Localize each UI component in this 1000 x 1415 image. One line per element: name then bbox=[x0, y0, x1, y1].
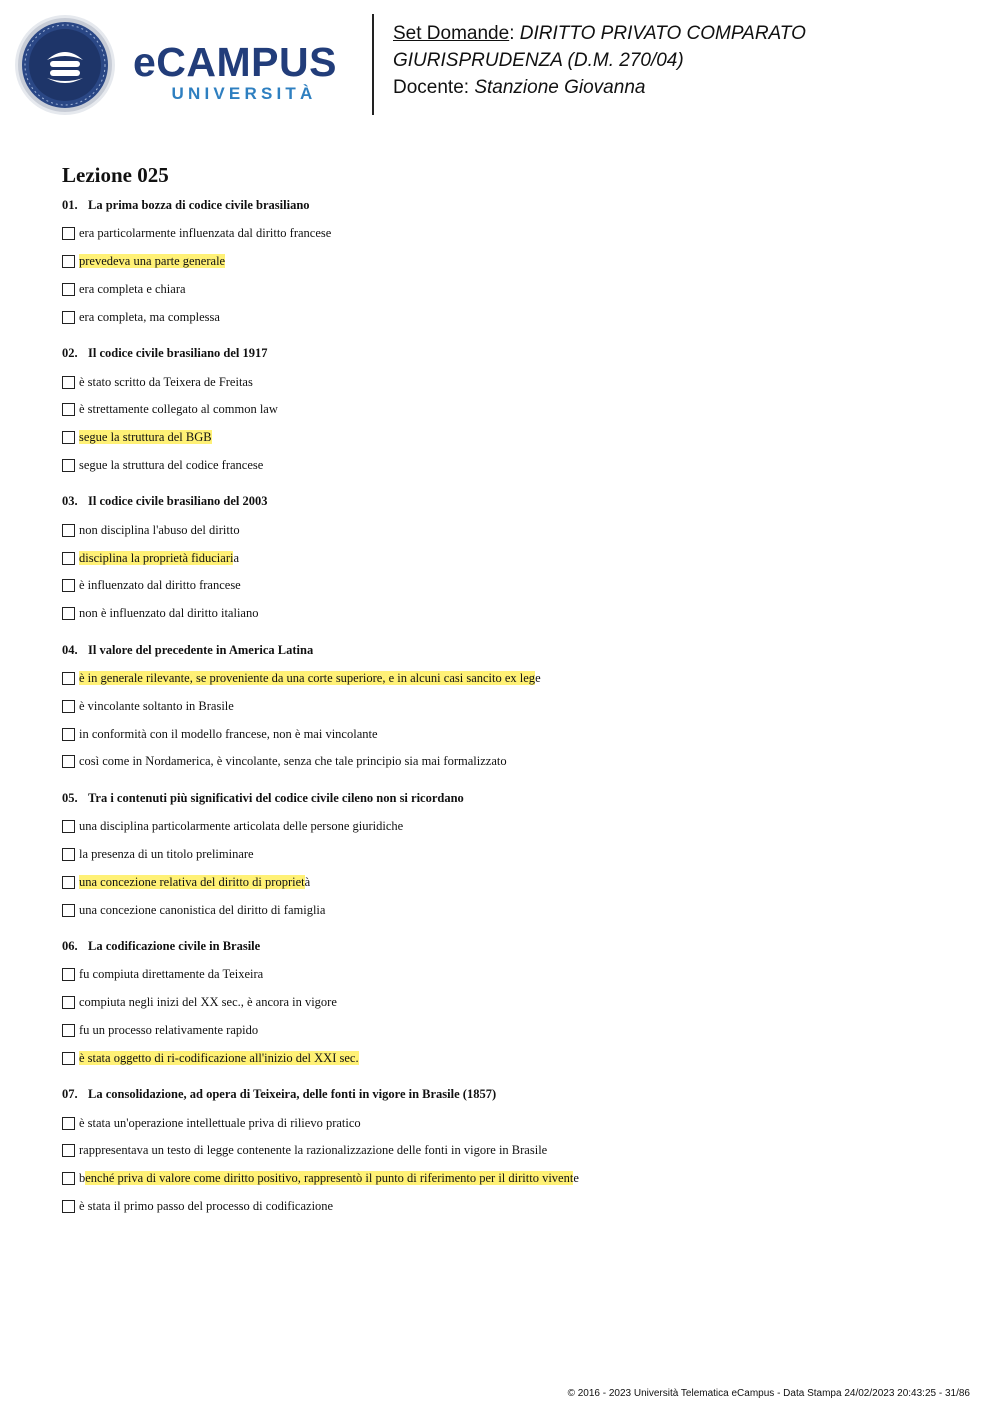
answer-text bbox=[79, 1171, 579, 1186]
answer-text-part: b bbox=[79, 1171, 86, 1186]
answer-text bbox=[79, 875, 310, 890]
answer-text-highlighted: una concezione relativa del diritto di propriet bbox=[79, 874, 305, 889]
answer-text-part: rappresentava un testo di legge contenente la razionalizzazione delle fonti in vigore in Brasile bbox=[79, 1143, 548, 1158]
answer-option[interactable] bbox=[62, 1193, 962, 1221]
page-footer: © 2016 - 2023 Università Telematica eCampus - Data Stampa 24/02/2023 20:43:25 - 31/86 bbox=[567, 1388, 970, 1399]
answer-option[interactable] bbox=[62, 248, 962, 276]
question-number: 07. bbox=[62, 1087, 78, 1102]
page-header bbox=[0, 0, 1000, 130]
answer-text-part: è stata il primo passo del processo di codificazione bbox=[79, 1198, 334, 1213]
answer-checkbox[interactable] bbox=[62, 376, 75, 389]
answer-text bbox=[79, 578, 241, 593]
question bbox=[62, 492, 962, 627]
answer-text-part: era completa, ma complessa bbox=[79, 309, 220, 324]
answer-text-highlighted: prevedeva una parte generale bbox=[79, 254, 226, 269]
answer-text-part: fu compiuta direttamente da Teixeira bbox=[79, 967, 264, 982]
question bbox=[62, 196, 962, 331]
answer-text bbox=[79, 282, 186, 297]
answer-text bbox=[79, 1143, 547, 1158]
answer-option[interactable] bbox=[62, 868, 962, 896]
question-title bbox=[62, 641, 962, 659]
question bbox=[62, 1085, 962, 1220]
answer-checkbox[interactable] bbox=[62, 1052, 75, 1065]
answer-checkbox[interactable] bbox=[62, 1172, 75, 1185]
answer-text-part: segue la struttura del codice francese bbox=[79, 457, 264, 472]
answer-checkbox[interactable] bbox=[62, 755, 75, 768]
logo-brand-text: eCAMPUS bbox=[133, 39, 337, 85]
answer-option[interactable] bbox=[62, 544, 962, 572]
answer-option[interactable] bbox=[62, 813, 962, 841]
question bbox=[62, 937, 962, 1072]
question-number: 04. bbox=[62, 642, 78, 657]
answer-text bbox=[79, 523, 240, 538]
answer-option[interactable] bbox=[62, 424, 962, 452]
answer-text bbox=[79, 754, 507, 769]
answer-checkbox[interactable] bbox=[62, 968, 75, 981]
answer-text-highlighted: enché priva di valore come diritto positivo, rappresentò il punto di riferimento per il diritto vivent bbox=[85, 1171, 574, 1186]
answer-option[interactable] bbox=[62, 692, 962, 720]
answer-text-part: e bbox=[573, 1171, 579, 1186]
answer-checkbox[interactable] bbox=[62, 876, 75, 889]
answer-checkbox[interactable] bbox=[62, 311, 75, 324]
answer-option[interactable] bbox=[62, 1165, 962, 1193]
answer-checkbox[interactable] bbox=[62, 283, 75, 296]
answer-option[interactable] bbox=[62, 276, 962, 304]
answer-text-part: è stato scritto da Teixera de Freitas bbox=[79, 374, 253, 389]
answer-checkbox[interactable] bbox=[62, 1200, 75, 1213]
answer-text bbox=[79, 226, 331, 241]
answer-text bbox=[79, 995, 337, 1010]
answer-text bbox=[79, 375, 253, 390]
answer-checkbox[interactable] bbox=[62, 579, 75, 592]
question-number: 06. bbox=[62, 938, 78, 953]
answer-checkbox[interactable] bbox=[62, 672, 75, 685]
answer-checkbox[interactable] bbox=[62, 227, 75, 240]
answer-checkbox[interactable] bbox=[62, 255, 75, 268]
answer-checkbox[interactable] bbox=[62, 524, 75, 537]
answer-text bbox=[79, 310, 220, 325]
answer-option[interactable] bbox=[62, 748, 962, 776]
degree-name: GIURISPRUDENZA (D.M. 270/04) bbox=[393, 50, 684, 71]
set-label: Set Domande bbox=[393, 23, 510, 44]
answer-text-part: una concezione canonistica del diritto di famiglia bbox=[79, 902, 326, 917]
answer-text bbox=[79, 606, 258, 621]
answer-option[interactable] bbox=[62, 896, 962, 924]
set-info bbox=[393, 20, 983, 101]
question-title bbox=[62, 789, 962, 807]
teacher-line bbox=[393, 74, 983, 101]
answer-text-highlighted: è in generale rilevante, se proveniente da una corte superiore, e in alcuni casi sancito ex leg bbox=[79, 670, 536, 685]
answer-text-part: una disciplina particolarmente articolata delle persone giuridiche bbox=[79, 819, 404, 834]
answer-checkbox[interactable] bbox=[62, 607, 75, 620]
answer-option[interactable] bbox=[62, 516, 962, 544]
question-text: Tra i contenuti più significativi del codice civile cileno non si ricordano bbox=[88, 790, 464, 805]
question-text: La consolidazione, ad opera di Teixeira, delle fonti in vigore in Brasile (1857) bbox=[88, 1087, 497, 1102]
answer-text-part: fu un processo relativamente rapido bbox=[79, 1022, 259, 1037]
question-title bbox=[62, 196, 962, 214]
answer-text bbox=[79, 699, 234, 714]
question-text: Il codice civile brasiliano del 2003 bbox=[88, 494, 268, 509]
answer-checkbox[interactable] bbox=[62, 848, 75, 861]
question-number: 01. bbox=[62, 198, 78, 212]
question-title bbox=[62, 344, 962, 362]
question bbox=[62, 641, 962, 776]
lesson-content bbox=[62, 162, 962, 1220]
answer-text-highlighted: segue la struttura del BGB bbox=[79, 430, 212, 445]
answer-option[interactable] bbox=[62, 1017, 962, 1045]
answer-checkbox[interactable] bbox=[62, 728, 75, 741]
question-number: 03. bbox=[62, 494, 78, 509]
course-name: DIRITTO PRIVATO COMPARATO bbox=[519, 23, 806, 44]
answer-text-part: era particolarmente influenzata dal diritto francese bbox=[79, 226, 332, 241]
question-title bbox=[62, 492, 962, 510]
answer-text-part: la presenza di un titolo preliminare bbox=[79, 846, 254, 861]
ecampus-wordmark bbox=[133, 40, 355, 106]
question-list bbox=[62, 196, 962, 1220]
answer-text bbox=[79, 819, 403, 834]
question-text: Il valore del precedente in America Latina bbox=[88, 642, 314, 657]
answer-option[interactable] bbox=[62, 220, 962, 248]
question-text: La prima bozza di codice civile brasiliano bbox=[88, 198, 310, 212]
answer-checkbox[interactable] bbox=[62, 1144, 75, 1157]
answer-text bbox=[79, 1116, 361, 1131]
answer-text-part: a bbox=[233, 550, 240, 565]
question-text: La codificazione civile in Brasile bbox=[88, 938, 261, 953]
answer-checkbox[interactable] bbox=[62, 1117, 75, 1130]
answer-option[interactable] bbox=[62, 1044, 962, 1072]
answer-text bbox=[79, 671, 541, 686]
answer-option[interactable] bbox=[62, 1109, 962, 1137]
answer-text-part: in conformità con il modello francese, non è mai vincolante bbox=[79, 726, 378, 741]
answer-option[interactable] bbox=[62, 989, 962, 1017]
answer-text-part: è strettamente collegato al common law bbox=[79, 402, 278, 417]
answer-checkbox[interactable] bbox=[62, 700, 75, 713]
answer-text-part: è vincolante soltanto in Brasile bbox=[79, 698, 234, 713]
answer-text-part: e bbox=[535, 670, 541, 685]
teacher-label: Docente: bbox=[393, 77, 470, 98]
set-line: Set Domande: DIRITTO PRIVATO COMPARATO bbox=[393, 23, 806, 44]
answer-text-part: è stata un'operazione intellettuale priva di rilievo pratico bbox=[79, 1115, 361, 1130]
answer-text bbox=[79, 903, 325, 918]
answer-option[interactable] bbox=[62, 303, 962, 331]
ecampus-seal-logo bbox=[14, 14, 116, 116]
lesson-title: Lezione 025 bbox=[62, 163, 169, 187]
answer-text-part: così come in Nordamerica, è vincolante, senza che tale principio sia mai formalizzato bbox=[79, 754, 507, 769]
answer-option[interactable] bbox=[62, 572, 962, 600]
answer-text bbox=[79, 551, 239, 566]
header-divider bbox=[372, 14, 374, 115]
answer-text bbox=[79, 1023, 258, 1038]
answer-checkbox[interactable] bbox=[62, 1024, 75, 1037]
answer-text-part: era completa e chiara bbox=[79, 281, 186, 296]
answer-option[interactable] bbox=[62, 452, 962, 480]
answer-checkbox[interactable] bbox=[62, 431, 75, 444]
answer-text bbox=[79, 1199, 333, 1214]
answer-text-part: non disciplina l'abuso del diritto bbox=[79, 522, 240, 537]
answer-option[interactable] bbox=[62, 1137, 962, 1165]
answer-checkbox[interactable] bbox=[62, 552, 75, 565]
teacher-name: Stanzione Giovanna bbox=[474, 77, 646, 98]
question-title bbox=[62, 937, 962, 955]
answer-option[interactable] bbox=[62, 368, 962, 396]
answer-option[interactable] bbox=[62, 600, 962, 628]
answer-text-part: è influenzato dal diritto francese bbox=[79, 578, 241, 593]
answer-text bbox=[79, 967, 263, 982]
answer-option[interactable] bbox=[62, 841, 962, 869]
logo-subtitle-text: UNIVERSITÀ bbox=[171, 84, 317, 103]
answer-text-part: non è influenzato dal diritto italiano bbox=[79, 606, 259, 621]
answer-text bbox=[79, 254, 225, 269]
answer-checkbox[interactable] bbox=[62, 820, 75, 833]
answer-text bbox=[79, 430, 212, 445]
question-number: 05. bbox=[62, 790, 78, 805]
answer-text-part: à bbox=[304, 874, 311, 889]
answer-checkbox[interactable] bbox=[62, 459, 75, 472]
question-title bbox=[62, 1085, 962, 1103]
answer-text-part: compiuta negli inizi del XX sec., è ancora in vigore bbox=[79, 995, 337, 1010]
answer-checkbox[interactable] bbox=[62, 996, 75, 1009]
answer-checkbox[interactable] bbox=[62, 904, 75, 917]
answer-text bbox=[79, 1051, 359, 1066]
answer-option[interactable] bbox=[62, 720, 962, 748]
answer-option[interactable] bbox=[62, 665, 962, 693]
answer-text bbox=[79, 402, 278, 417]
answer-text-highlighted: è stata oggetto di ri-codificazione all'inizio del XXI sec. bbox=[79, 1050, 359, 1065]
answer-text bbox=[79, 847, 254, 862]
question-number: 02. bbox=[62, 346, 78, 361]
answer-option[interactable] bbox=[62, 961, 962, 989]
question bbox=[62, 344, 962, 479]
answer-text-highlighted: disciplina la proprietà fiduciari bbox=[79, 550, 234, 565]
question bbox=[62, 789, 962, 924]
answer-option[interactable] bbox=[62, 396, 962, 424]
answer-checkbox[interactable] bbox=[62, 403, 75, 416]
degree-line bbox=[393, 47, 983, 74]
answer-text bbox=[79, 458, 263, 473]
question-text: Il codice civile brasiliano del 1917 bbox=[88, 346, 268, 361]
answer-text bbox=[79, 727, 378, 742]
